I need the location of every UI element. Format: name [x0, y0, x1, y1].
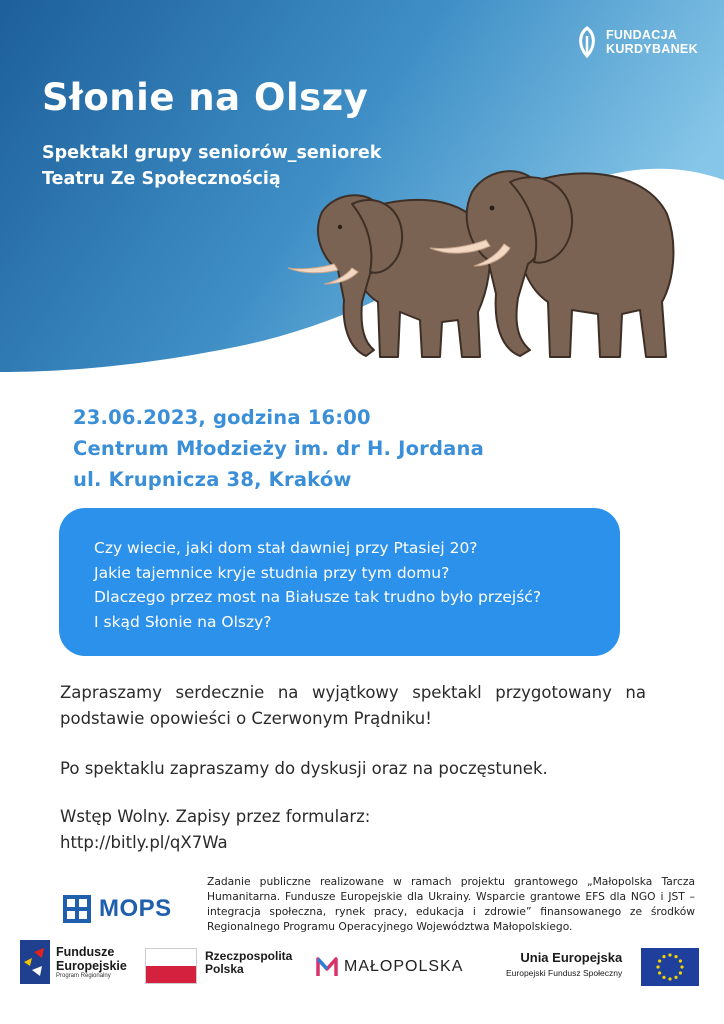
discussion-text: Po spektaklu zapraszamy do dyskusji oraz na poczęstunek. [60, 759, 548, 778]
malopolska-logo [316, 956, 463, 978]
question-2: Jakie tajemnice kryje studnia przy tym domu? [94, 563, 450, 582]
mops-logo [63, 895, 172, 923]
entry-text: Wstęp Wolny. Zapisy przez formularz: [60, 807, 371, 826]
fe-line-3: Program Regionalny [56, 973, 111, 979]
logo-line-2: KURDYBANEK [606, 42, 698, 56]
rzeczpospolita-logo [145, 948, 292, 984]
fe-stars-icon [20, 940, 50, 984]
mops-grid-icon [63, 895, 91, 923]
grant-text: Zadanie publiczne realizowane w ramach projektu grantowego „Małopolska Tarcza Humanitarna. Fundusze Europejskie dla Ukrainy. Wsparcie grantowe EFS dla NGO i JST – integracja społeczna, rynek pracy, edukacja i zdrowie” finansowanego ze środków Regionalnego Programu Operacyjnego Województwa Małopolskiego. [207, 875, 695, 933]
registration-link[interactable]: http://bitly.pl/qX7Wa [60, 833, 228, 852]
ue-line-2: Europejski Fundusz Społeczny [506, 968, 623, 978]
subtitle-line-2: Teatru Ze Społecznością [42, 169, 281, 189]
questions-box [59, 508, 620, 656]
entry-info [60, 804, 646, 856]
subtitle-line-1: Spektakl grupy seniorów_seniorek [42, 143, 382, 163]
malopolska-label: MAŁOPOLSKA [344, 958, 464, 975]
mops-label: MOPS [99, 895, 172, 922]
elephant-icon [282, 152, 702, 367]
question-4: I skąd Słonie na Olszy? [94, 612, 272, 631]
funding-logos [0, 936, 724, 996]
poland-flag-icon [145, 948, 197, 984]
event-address: ul. Krupnicza 38, Kraków [73, 468, 352, 491]
page-title: Słonie na Olszy [42, 76, 369, 119]
fe-line-1: Fundusze [56, 945, 115, 959]
elephants-illustration [282, 152, 702, 371]
event-details [73, 402, 484, 495]
logo-line-1: FUNDACJA [606, 28, 678, 42]
malopolska-m-icon [316, 956, 338, 978]
kurdybanek-leaf-icon [574, 26, 600, 58]
rp-line-2: Polska [205, 962, 244, 976]
event-datetime: 23.06.2023, godzina 16:00 [73, 406, 371, 429]
eu-flag-icon [641, 948, 699, 986]
rp-line-1: Rzeczpospolita [205, 949, 293, 963]
fe-line-2: Europejskie [56, 959, 127, 973]
question-1: Czy wiecie, jaki dom stał dawniej przy Ptasiej 20? [94, 539, 478, 557]
unia-europejska-text [506, 950, 622, 978]
fundusze-europejskie-logo [20, 940, 127, 984]
fundacja-kurdybanek-logo [574, 26, 698, 58]
question-3: Dlaczego przez most na Białusze tak trudno było przejść? [94, 588, 542, 606]
event-venue: Centrum Młodzieży im. dr H. Jordana [73, 437, 484, 460]
invite-text: Zapraszamy serdecznie na wyjątkowy spektakl przygotowany na podstawie opowieści o Czerwonym Prądniku! [60, 683, 646, 728]
ue-line-1: Unia Europejska [520, 950, 623, 965]
